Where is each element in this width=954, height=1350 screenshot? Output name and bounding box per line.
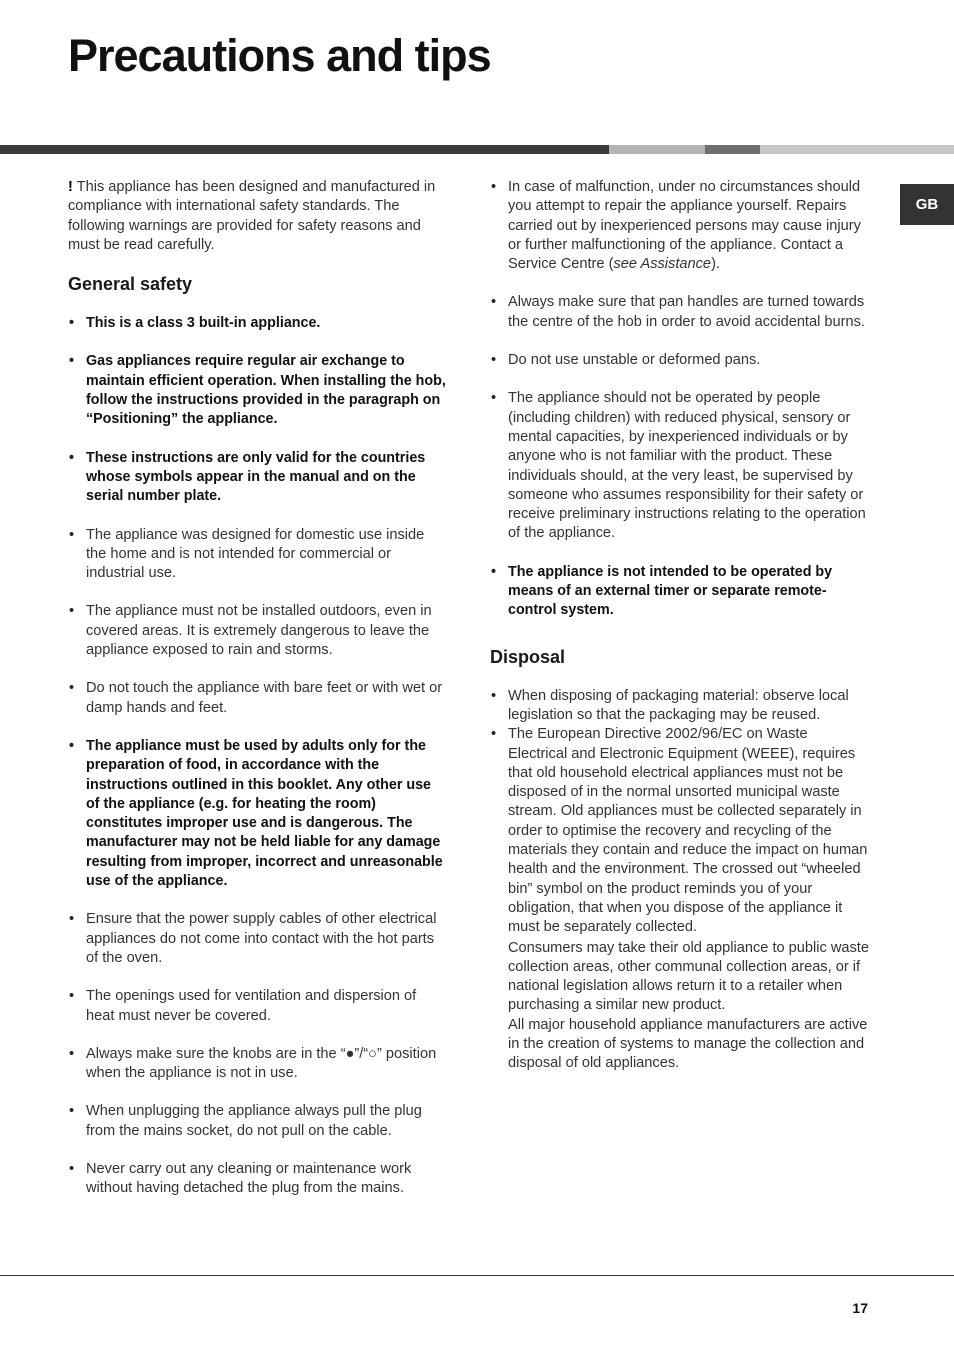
list-item: • Do not use unstable or deformed pans. xyxy=(490,351,870,370)
intro-paragraph xyxy=(68,178,446,255)
page-title: Precautions and tips xyxy=(68,30,491,81)
list-item: • Do not touch the appliance with bare feet or with wet or damp hands and feet. xyxy=(68,679,446,718)
list-item: • The appliance must not be installed outdoors, even in covered areas. It is extremely dangerous to leave the appliance exposed to rain and storms. xyxy=(68,602,446,660)
header-rule-mid xyxy=(705,145,760,154)
see-assistance-reference: see Assistance xyxy=(613,256,712,273)
general-safety-heading: General safety xyxy=(68,274,193,295)
footer-rule xyxy=(0,1275,954,1276)
language-tab: GB xyxy=(900,184,954,225)
list-item: • The European Directive 2002/96/EC on Waste Electrical and Electronic Equipment (WEEE), requires that old household electrical appliances must not be disposed of in the normal unsorted municipal waste stream. Old appliances must be collected separately in order to optimise the recovery and recycling of the materials they contain and reduce the impact on human health and the environment. The crossed out “wheeled bin” symbol on the product reminds you of your obligation, that when you dispose of the appliance it must be separately collected. xyxy=(490,725,870,937)
list-item: • The appliance must be used by adults only for the preparation of food, in accordance with the instructions outlined in this booklet. Any other use of the appliance (e.g. for heating the room) constitutes improper use and is dangerous. The manufacturer may not be held liable for any damage resulting from improper, incorrect and unreasonable use of the appliance. xyxy=(68,737,446,891)
list-item: • When disposing of packaging material: observe local legislation so that the packaging may be reused. xyxy=(490,687,870,726)
page-number: 17 xyxy=(852,1300,868,1316)
list-item: • Always make sure the knobs are in the “●”/“○” position when the appliance is not in use. xyxy=(68,1045,446,1084)
list-item: • Gas appliances require regular air exchange to maintain efficient operation. When installing the hob, follow the instructions provided in the paragraph on “Positioning” the appliance. xyxy=(68,352,446,429)
list-item: • When unplugging the appliance always pull the plug from the mains socket, do not pull on the cable. xyxy=(68,1102,446,1141)
safety-list-continued xyxy=(490,178,870,621)
disposal-list xyxy=(490,687,870,938)
header-rule-dark xyxy=(0,145,609,154)
disposal-heading: Disposal xyxy=(490,646,566,667)
header-rule-light-end xyxy=(760,145,954,154)
list-item: • Never carry out any cleaning or maintenance work without having detached the plug from the mains. xyxy=(68,1160,446,1199)
general-safety-list xyxy=(68,314,446,1198)
warning-mark: ! xyxy=(68,179,73,195)
list-item: • The appliance should not be operated by people (including children) with reduced physical, sensory or mental capacities, by inexperienced individuals or by anyone who is not familiar with the product. These individuals should, at the very least, be supervised by someone who assumes responsibility for their safety or receive preliminary instructions relating to the operation of the appliance. xyxy=(490,389,870,543)
list-item-malfunction xyxy=(490,178,870,274)
list-item: • The appliance is not intended to be operated by means of an external timer or separate remote-control system. xyxy=(490,563,870,621)
list-item: • Ensure that the power supply cables of other electrical appliances do not come into contact with the hot parts of the oven. xyxy=(68,910,446,968)
intro-text: This appliance has been designed and manufactured in compliance with international safety standards. The following warnings are provided for safety reasons and must be read carefully. xyxy=(68,179,436,253)
list-item: • The appliance was designed for domestic use inside the home and is not intended for commercial or industrial use. xyxy=(68,526,446,584)
header-rule-light xyxy=(609,145,705,154)
malfunction-end: ). xyxy=(711,256,720,273)
malfunction-text: In case of malfunction, under no circumstances should you attempt to repair the appliance yourself. Repairs carried out by inexperienced persons may cause injury or further malfunctioning of the appliance. Contact a Service Centre ( xyxy=(508,179,861,273)
disposal-paragraph: All major household appliance manufacturers are active in the creation of systems to manage the collection and disposal of old appliances. xyxy=(508,1016,868,1072)
disposal-paragraph: Consumers may take their old appliance to public waste collection areas, other communal collection areas, or if national legislation allows return it to a retailer when purchasing a similar new product. xyxy=(508,939,869,1014)
list-item: • These instructions are only valid for the countries whose symbols appear in the manual and on the serial number plate. xyxy=(68,449,446,507)
list-item: • Always make sure that pan handles are turned towards the centre of the hob in order to avoid accidental burns. xyxy=(490,293,870,332)
list-item: • This is a class 3 built-in appliance. xyxy=(68,314,446,333)
right-column xyxy=(490,178,870,1074)
left-column xyxy=(68,178,446,1218)
list-item: • The openings used for ventilation and dispersion of heat must never be covered. xyxy=(68,987,446,1026)
